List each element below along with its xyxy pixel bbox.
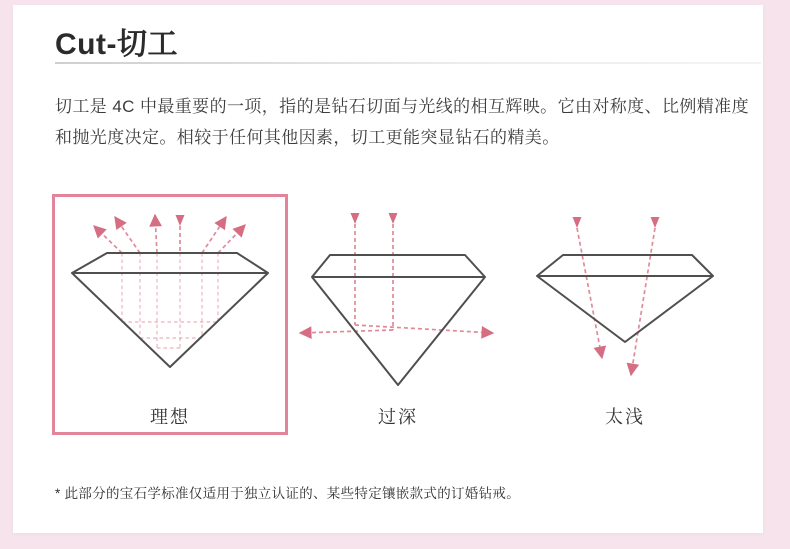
diamond-diagram-too-deep xyxy=(300,213,493,385)
footnote: * 此部分的宝石学标准仅适用于独立认证的、某些特定镶嵌款式的订婚钻戒。 xyxy=(55,486,521,501)
light-rays-too-deep-exit xyxy=(300,325,493,333)
light-rays-too-deep-entry xyxy=(351,213,398,330)
light-ray-ideal-entry xyxy=(176,215,185,253)
diamond-outline-too-deep xyxy=(312,255,485,385)
diamond-diagrams-illustration xyxy=(13,5,763,533)
page-title: Cut-切工 xyxy=(55,28,178,61)
diagram-label-ideal: 理想 xyxy=(150,407,190,427)
diagram-area xyxy=(13,5,763,533)
diamond-diagram-ideal xyxy=(72,215,268,367)
intro-paragraph: 切工是 4C 中最重要的一项，指的是钻石切面与光线的相互辉映。它由对称度、比例精准度和抛光度决定。相较于任何其他因素，切工更能突显钻石的精美。 xyxy=(55,97,749,147)
diamond-outline-ideal xyxy=(72,253,268,367)
diamond-outline-too-shallow xyxy=(537,255,713,342)
diagram-label-too-deep: 过深 xyxy=(378,407,418,427)
light-rays-ideal-exit xyxy=(94,215,245,253)
diamond-diagram-too-shallow xyxy=(537,217,713,375)
light-rays-too-shallow xyxy=(573,217,660,375)
content-card xyxy=(13,5,763,533)
diagram-label-too-shallow: 太浅 xyxy=(605,407,645,427)
